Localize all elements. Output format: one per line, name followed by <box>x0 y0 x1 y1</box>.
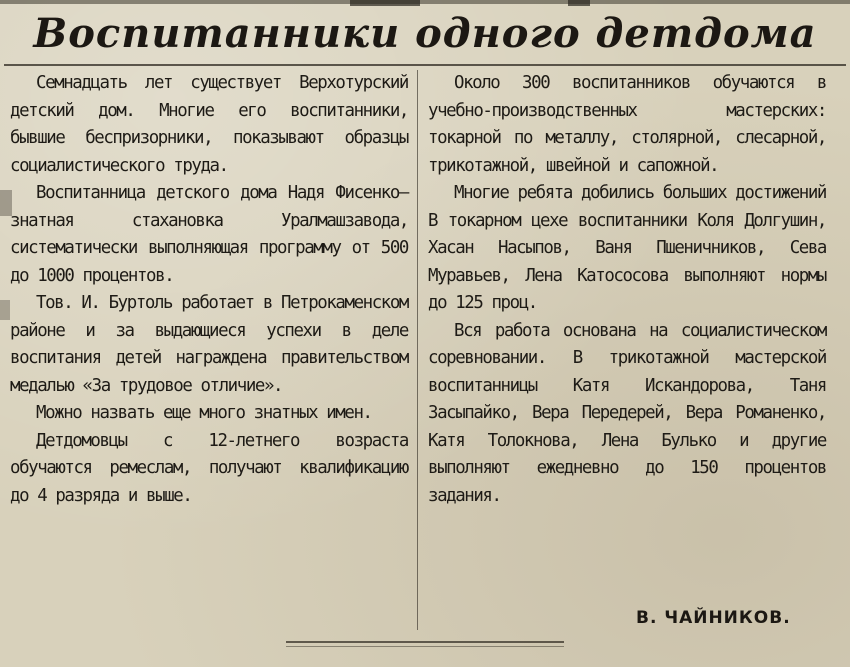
paragraph: Многие ребята добились больших достижений В токарном цехе воспитанники Коля Долгушин, Хасан Насыпов, Ваня Пшеничников, Сева Муравьев, Лена Катососова выполняют нормы до 125 проц. <box>428 183 826 313</box>
headline-rule <box>4 64 846 66</box>
top-print-mark-2 <box>568 0 590 6</box>
paragraph: Семнадцать лет существует Верхотурский детский дом. Многие его воспитанники, бывшие беспризорники, показывают образцы социалистического труда. <box>10 73 408 176</box>
bottom-rule <box>286 641 564 643</box>
paragraph: Около 300 воспитанников обучаются в учебно-производственных мастерских: токарной по металлу, столярной, слесарной, трикотажной, швейной и сапожной. <box>428 73 826 176</box>
left-column <box>10 70 408 510</box>
bottom-rule-thin <box>286 646 564 647</box>
top-print-mark <box>350 0 420 6</box>
top-border-rule <box>0 0 850 4</box>
paragraph: Детдомовцы с 12-летнего возраста обучаются ремеслам, получают квалификацию до 4 разряда и выше. <box>10 430 408 506</box>
right-column <box>428 70 826 510</box>
paragraph: Можно назвать еще много знатных имен. <box>36 403 372 423</box>
author-signature: В. ЧАЙНИКОВ. <box>636 608 791 628</box>
paragraph: Воспитанница детского дома Надя Фисенко—знатная стахановка Уралмашзавода, систематически выполняющая программу от 500 до 1000 процентов. <box>10 183 408 286</box>
paragraph: Вся работа основана на социалистическом соревновании. В трикотажной мастерской воспитанницы Катя Искандорова, Таня Засыпайко, Вера Передерей, Вера Романенко, Катя Толокнова, Лена Булько и другие выполняют ежедневно до 150 процентов задания. <box>428 320 826 506</box>
paragraph: Тов. И. Буртоль работает в Петрокаменском районе и за выдающиеся успехи в деле воспитания детей награждена правительством медалью «За трудовое отличие». <box>10 293 408 396</box>
ink-bleed-mark-2 <box>0 300 10 320</box>
article-headline: Воспитанники одного детдома <box>33 10 817 57</box>
column-divider <box>417 70 418 630</box>
